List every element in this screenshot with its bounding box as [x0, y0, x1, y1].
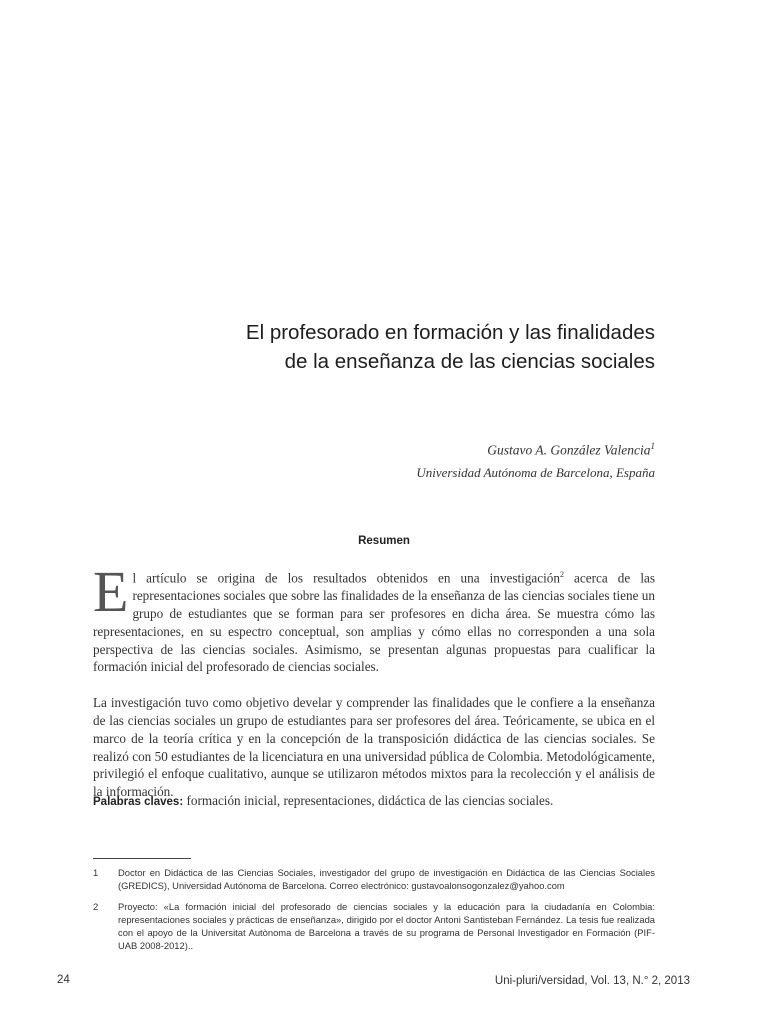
footnote-divider: [93, 858, 191, 859]
author-footnote-ref[interactable]: 1: [650, 441, 655, 451]
author: [255, 441, 655, 459]
footnote-item: [93, 900, 655, 952]
footnote-ref-2[interactable]: 2: [559, 570, 564, 579]
abstract-paragraph-1: [93, 559, 655, 676]
footnote-number: 1: [93, 867, 99, 878]
abstract-heading: Resumen: [358, 535, 410, 547]
keywords-value: formación inicial, representaciones, didáctica de las ciencias sociales.: [186, 793, 554, 808]
keywords-label: Palabras claves:: [93, 796, 184, 808]
footnote-item: [93, 866, 655, 892]
abstract-p1-rest: acerca de las representaciones sociales que sobre las finalidades de la enseñanza de las ciencias sociales tiene un grupo de estudiantes que se forman para ser profesores en dicha área. Se muestra cómo las representaciones, en su espectro conceptual, son amplias y cómo ellas no corresponden a una sola perspectiva de las ciencias sociales. Asimismo, se presentan algunas propuestas para cualificar la formación inicial del profesorado de ciencias sociales.: [93, 570, 655, 675]
footnotes: [93, 866, 655, 961]
keywords: [93, 793, 655, 809]
footnote-text: Proyecto: «La formación inicial del profesorado de ciencias sociales y la educación para la ciudadanía en Colombia: representaciones sociales y prácticas de enseñanza», dirigido por el doctor Antoni Santisteban Fernández. La tesis fue realizada con el apoyo de la Universitat Autònoma de Barcelona a través de su programa de Personal Investigador en Formación (PIF-UAB 2008-2012)..: [118, 901, 655, 952]
author-name: Gustavo A. González Valencia: [487, 442, 651, 458]
abstract-p1-start: l artículo se origina de los resultados obtenidos en una investigación: [132, 570, 560, 586]
article-title: [95, 318, 655, 376]
footnote-text: Doctor en Didáctica de las Ciencias Sociales, investigador del grupo de investigación en Didáctica de las Ciencias Sociales (GREDICS), Universidad Autónoma de Barcelona. Correo electrónico: gustavoalonsogonzalez@yahoo.com: [118, 867, 655, 892]
journal-citation: Uni-pluri/versidad, Vol. 13, N.° 2, 2013: [494, 975, 690, 987]
footnote-number: 2: [93, 901, 99, 913]
page-number: 24: [57, 974, 70, 986]
drop-cap: E: [93, 559, 129, 624]
abstract-body: [93, 559, 655, 801]
author-affiliation: Universidad Autónoma de Barcelona, España: [416, 465, 655, 480]
article-title-line-2: de la enseñanza de las ciencias sociales: [284, 350, 655, 373]
article-title-line-1: El profesorado en formación y las finalidades: [245, 321, 655, 344]
abstract-paragraph-2: La investigación tuvo como objetivo develar y comprender las finalidades que le confiere a la enseñanza de las ciencias sociales un grupo de estudiantes para ser profesores del área. Teóricamente, se ubica en el marco de la teoría crítica y en la concepción de la transposición didáctica de las ciencias sociales. Se realizó con 50 estudiantes de la licenciatura en una universidad pública de Colombia. Metodológicamente, privilegió el enfoque cualitativo, aunque se utilizaron métodos mixtos para la recolección y el análisis de la información.: [93, 695, 655, 800]
